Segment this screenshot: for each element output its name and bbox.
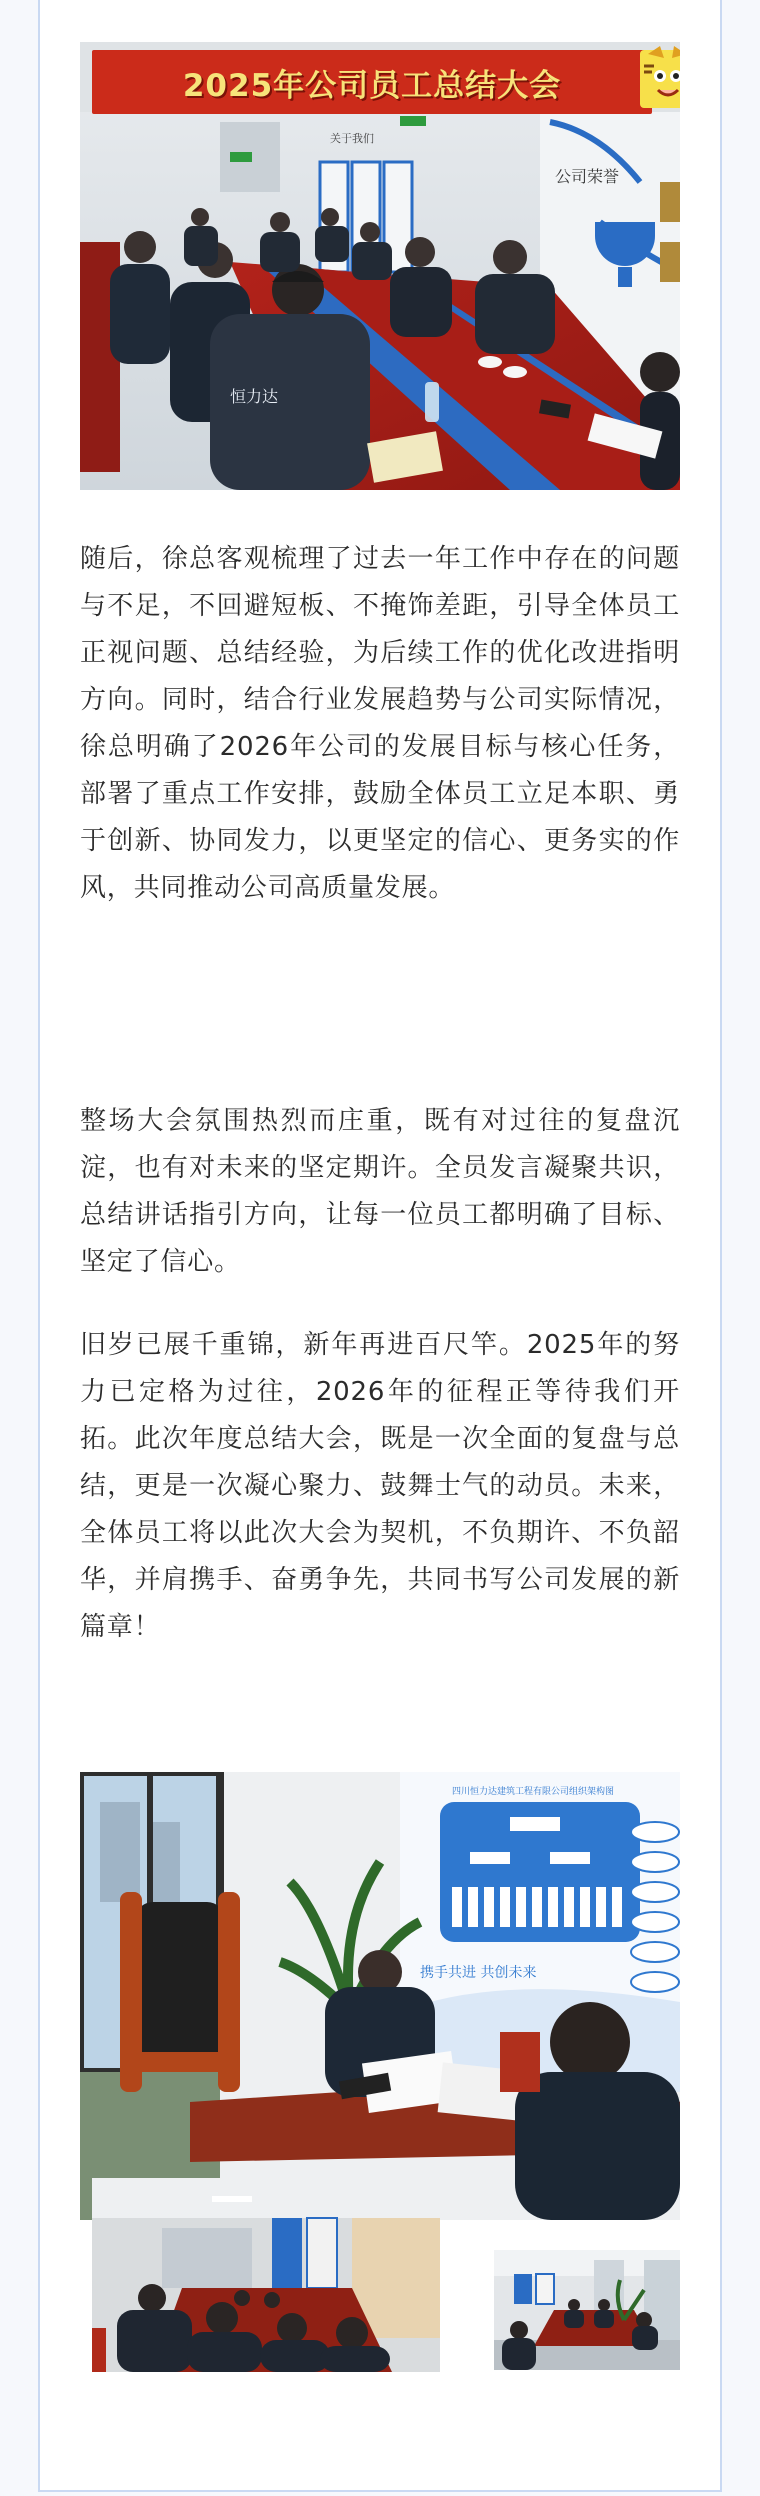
meeting-photo-2[interactable] — [80, 1772, 680, 2220]
meeting-photo-4[interactable] — [494, 2250, 680, 2370]
slogan-text: 携手共进 共创未来 — [420, 1965, 537, 1981]
office-illustration — [80, 1772, 680, 2220]
tiger-mascot-icon — [638, 44, 680, 112]
banner-title: 2025年公司员工总结大会 — [182, 67, 562, 104]
meeting-photo-1[interactable] — [80, 42, 680, 490]
org-chart-title: 四川恒力达建筑工程有限公司组织架构图 — [452, 1787, 615, 1797]
paragraph-1: 随后，徐总客观梳理了过去一年工作中存在的问题与不足，不回避短板、不掩饰差距，引导全体员工正视问题、总结经验，为后续工作的优化改进指明方向。同时，结合行业发展趋势与公司实际情况，徐总明确了2026年公司的发展目标与核心任务，部署了重点工作安排，鼓励全体员工立足本职、勇于创新、协同发力，以更坚定的信心、更务实的作风，共同推动公司高质量发展。 — [80, 544, 680, 903]
jacket-logo: 恒力达 — [230, 387, 279, 406]
paragraph-2: 整场大会氛围热烈而庄重，既有对过往的复盘沉淀，也有对未来的坚定期许。全员发言凝聚共识，总结讲话指引方向，让每一位员工都明确了目标、坚定了信心。 — [80, 1106, 680, 1277]
event-banner — [92, 50, 652, 114]
honor-wall-sign: 公司荣誉 — [555, 167, 620, 186]
meeting-photo-3[interactable] — [92, 2178, 440, 2372]
board-title: 关于我们 — [330, 132, 374, 145]
audience-illustration — [92, 2178, 440, 2372]
room-overview-illustration — [494, 2250, 680, 2370]
paragraph-3: 旧岁已展千重锦，新年再进百尺竿。2025年的努力已定格为过往，2026年的征程正等待我们开拓。此次年度总结大会，既是一次全面的复盘与总结，更是一次凝心聚力、鼓舞士气的动员。未来，全体员工将以此次大会为契机，不负期许、不负韶华，并肩携手、奋勇争先，共同书写公司发展的新篇章！ — [80, 1330, 680, 1642]
